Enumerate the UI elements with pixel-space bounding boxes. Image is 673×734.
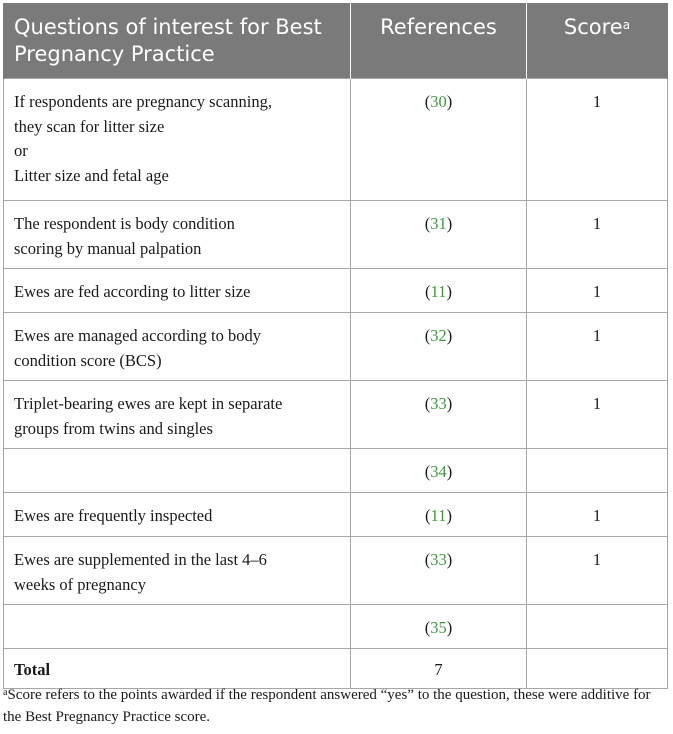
question-cell	[4, 449, 351, 493]
score-cell: 1	[527, 79, 668, 201]
question-text: The respondent is body condition	[14, 214, 235, 233]
header-references: References	[351, 3, 527, 79]
reference-cell	[351, 79, 527, 201]
reference-close-paren: )	[446, 214, 453, 233]
total-score-cell	[527, 649, 668, 689]
header-row	[4, 3, 668, 79]
reference-link[interactable]: 11	[430, 506, 447, 525]
reference-close-paren: )	[446, 506, 452, 525]
total-label: Total	[4, 649, 351, 689]
score-cell	[527, 605, 668, 649]
question-text: Triplet-bearing ewes are kept in separate	[14, 394, 283, 413]
question-cell	[4, 605, 351, 649]
question-text: scoring by manual palpation	[14, 238, 202, 258]
question-cell	[4, 381, 351, 449]
table-body	[4, 79, 668, 689]
reference-open-paren: (	[424, 92, 431, 111]
question-cell	[4, 537, 351, 605]
header-score	[527, 3, 668, 79]
reference-open-paren: (	[425, 282, 431, 301]
question-text: Ewes are fed according to litter size	[14, 282, 251, 301]
reference-cell	[351, 201, 527, 269]
header-questions: Questions of interest for Best Pregnancy Practice	[4, 3, 351, 79]
question-text: Ewes are managed according to body	[14, 326, 261, 345]
reference-cell	[351, 537, 527, 605]
table-row	[4, 79, 668, 201]
total-row	[4, 649, 668, 689]
reference-cell	[351, 381, 527, 449]
table-row	[4, 269, 668, 313]
reference-close-paren: )	[446, 618, 453, 637]
score-cell	[527, 449, 668, 493]
question-cell	[4, 493, 351, 537]
score-cell: 1	[527, 201, 668, 269]
reference-close-paren: )	[446, 462, 453, 481]
question-text: condition score (BCS)	[14, 350, 162, 370]
reference-cell	[351, 269, 527, 313]
question-text: or	[14, 141, 28, 160]
table-row	[4, 201, 668, 269]
reference-cell	[351, 449, 527, 493]
question-cell	[4, 313, 351, 381]
reference-cell	[351, 313, 527, 381]
reference-link[interactable]: 30	[430, 92, 447, 111]
reference-link[interactable]: 33	[430, 550, 447, 569]
reference-cell	[351, 493, 527, 537]
table-row	[4, 605, 668, 649]
reference-close-paren: )	[446, 550, 453, 569]
footnote-text: Score refers to the points awarded if the respondent answered “yes” to the question, these were additive for the Best Pregnancy Practice score.	[3, 687, 651, 725]
reference-open-paren: (	[425, 506, 431, 525]
table-footnote	[3, 684, 667, 728]
reference-link[interactable]: 32	[430, 326, 447, 345]
reference-close-paren: )	[446, 326, 453, 345]
best-pregnancy-practice-table	[3, 3, 668, 689]
reference-open-paren: (	[424, 326, 431, 345]
reference-link[interactable]: 35	[430, 618, 447, 637]
reference-close-paren: )	[446, 282, 452, 301]
question-text: groups from twins and singles	[14, 418, 213, 438]
reference-open-paren: (	[424, 550, 431, 569]
reference-link[interactable]: 31	[430, 214, 447, 233]
question-text: weeks of pregnancy	[14, 574, 146, 594]
header-score-footnote-marker: a	[622, 18, 631, 32]
question-cell	[4, 269, 351, 313]
reference-cell	[351, 605, 527, 649]
reference-link[interactable]: 33	[430, 394, 447, 413]
total-value: 7	[351, 649, 527, 689]
question-text: Ewes are supplemented in the last 4–6	[14, 550, 267, 569]
table-row	[4, 493, 668, 537]
reference-close-paren: )	[446, 394, 453, 413]
footnote-marker: a	[3, 687, 8, 698]
question-cell	[4, 79, 351, 201]
question-text: If respondents are pregnancy scanning,	[14, 92, 272, 111]
reference-open-paren: (	[424, 462, 431, 481]
table-row	[4, 537, 668, 605]
table-row	[4, 313, 668, 381]
table-row	[4, 381, 668, 449]
reference-link[interactable]: 11	[430, 282, 447, 301]
reference-open-paren: (	[424, 394, 431, 413]
score-cell: 1	[527, 493, 668, 537]
reference-close-paren: )	[446, 92, 453, 111]
score-cell: 1	[527, 537, 668, 605]
table-header	[4, 3, 668, 79]
score-cell: 1	[527, 313, 668, 381]
question-text: they scan for litter size	[14, 116, 165, 136]
reference-link[interactable]: 34	[430, 462, 447, 481]
best-pregnancy-practice-table-container	[3, 3, 667, 689]
question-text: Litter size and fetal age	[14, 165, 169, 185]
reference-open-paren: (	[424, 214, 431, 233]
score-cell: 1	[527, 381, 668, 449]
question-cell	[4, 201, 351, 269]
header-score-label: Score	[563, 15, 623, 39]
question-text: Ewes are frequently inspected	[14, 506, 213, 525]
reference-open-paren: (	[424, 618, 431, 637]
score-cell: 1	[527, 269, 668, 313]
table-row	[4, 449, 668, 493]
